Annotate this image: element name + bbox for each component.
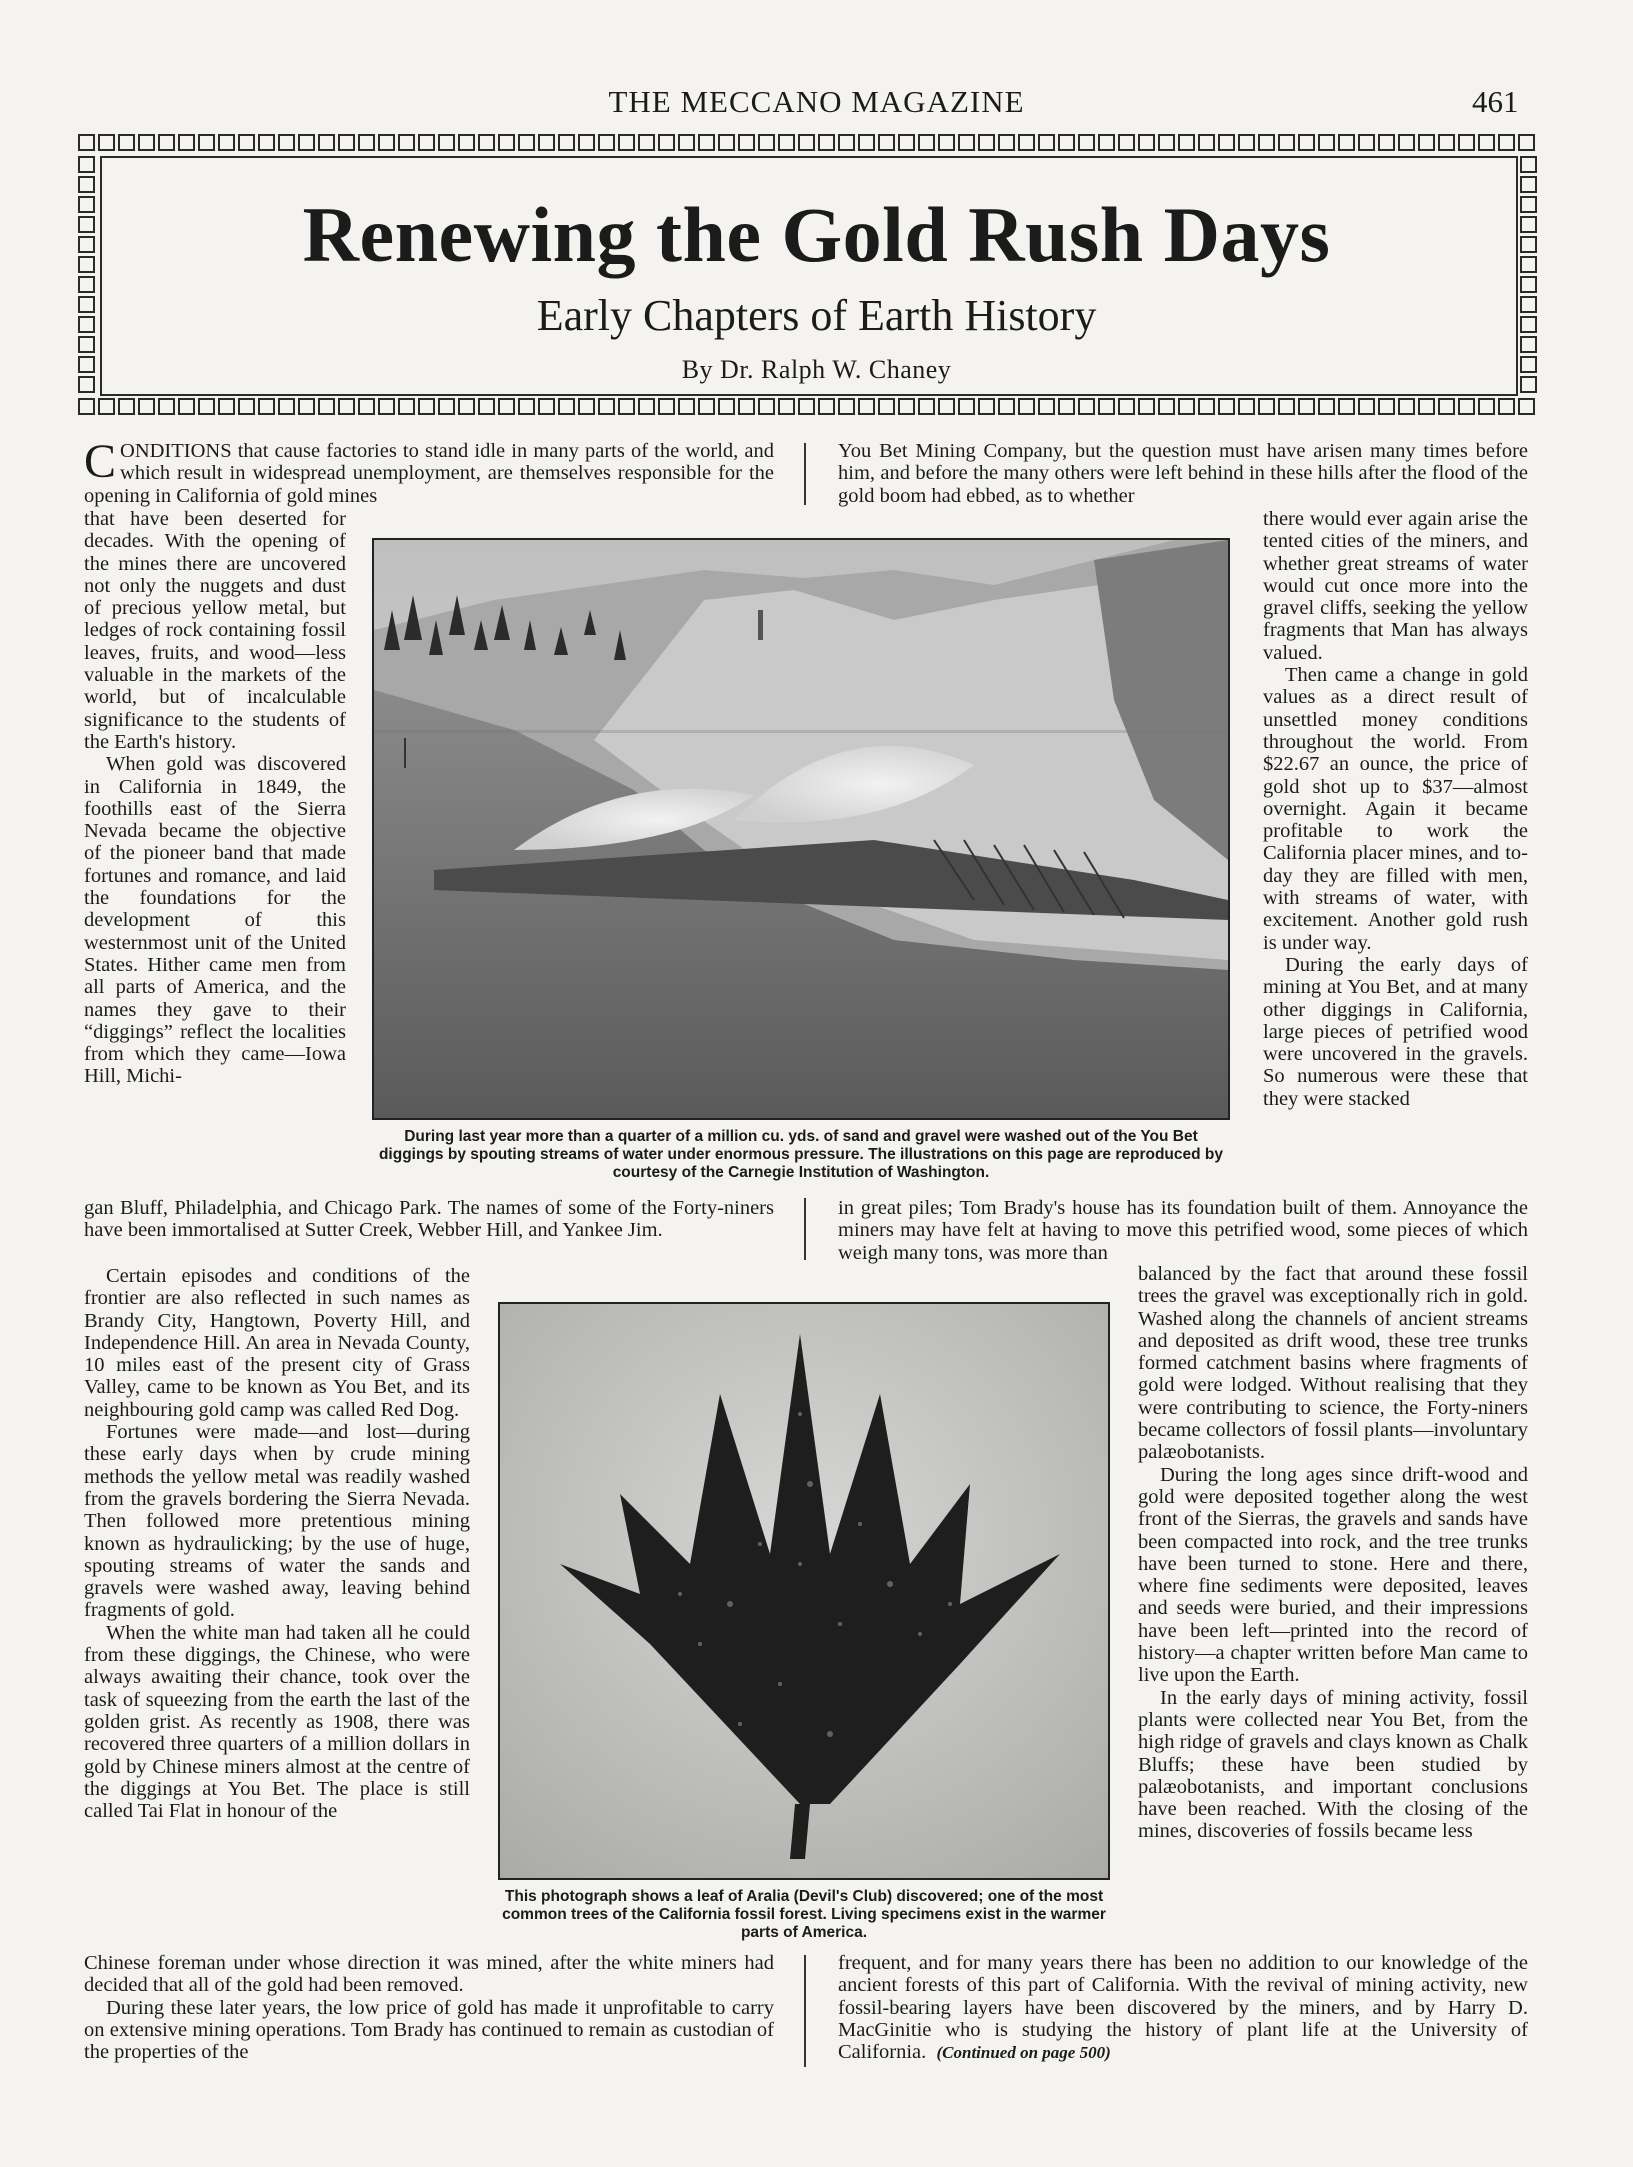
col1-p1-top: ONDITIONS that cause factories to stand idle in many parts of the world, and which result in widespread unemployment, are themselves responsible for the opening in California of gold mines: [84, 440, 774, 507]
frame-square: [738, 134, 755, 151]
frame-square: [1398, 134, 1415, 151]
frame-square: [478, 398, 495, 415]
frame-square: [278, 134, 295, 151]
frame-square: [1138, 398, 1155, 415]
page-number: 461: [1472, 84, 1519, 119]
col2-narrow-a: [1263, 508, 1528, 1110]
frame-square: [918, 134, 935, 151]
frame-square: [1198, 134, 1215, 151]
frame-square: [1298, 398, 1315, 415]
frame-square: [358, 398, 375, 415]
col2-wide-b: [838, 1197, 1528, 1264]
frame-square: [78, 398, 95, 415]
frame-square: [78, 134, 95, 151]
frame-square: [1058, 398, 1075, 415]
frame-square: [1118, 134, 1135, 151]
col2-p5-cont: frequent, and for many years there has been no addition to our knowledge of the ancient forests of this part of California. With the revival of mining activity, new fossil-bearing layers have been discovered by the miners, and by Harry D. MacGinitie who is studying the history of plant life at the University of California.: [838, 1952, 1528, 2064]
frame-square: [618, 398, 635, 415]
frame-square: [1498, 398, 1515, 415]
frame-square: [478, 134, 495, 151]
frame-square: [1238, 398, 1255, 415]
frame-square: [98, 134, 115, 151]
frame-square: [518, 134, 535, 151]
frame-square: [898, 398, 915, 415]
frame-square: [1338, 398, 1355, 415]
frame-border-top: [78, 134, 1540, 154]
frame-square: [258, 134, 275, 151]
frame-square: [698, 398, 715, 415]
col2-p1-rest: there would ever again arise the tented cities of the miners, and whether great streams of water would cut once more into the gravel cliffs, seeking the yellow fragments that Man has always valued.: [1263, 508, 1528, 664]
frame-square: [1418, 134, 1435, 151]
frame-square: [138, 398, 155, 415]
frame-square: [458, 134, 475, 151]
frame-square: [1478, 398, 1495, 415]
col2-p3: During the early days of mining at You Bet, and at many other diggings in California, large pieces of petrified wood were uncovered in the gravels. So numerous were these that they were stacked: [1263, 953, 1528, 1110]
byline: By Dr. Ralph W. Chaney: [681, 355, 952, 384]
photo1-caption: During last year more than a quarter of a million cu. yds. of sand and gravel were washed out of the You Bet diggings by spouting streams of water under enormous pressure. The illustrations on this page are reproduced by courtesy of the Carnegie Institution of Washington.: [378, 1128, 1224, 1181]
frame-square: [958, 134, 975, 151]
col2-p1-top: You Bet Mining Company, but the question must have arisen many times before him, and before the many others were left behind in these hills after the flood of the gold boom had ebbed, as to whether: [838, 440, 1528, 507]
frame-square: [1418, 398, 1435, 415]
frame-square: [598, 398, 615, 415]
frame-square: [658, 134, 675, 151]
frame-square: [838, 134, 855, 151]
frame-square: [1098, 398, 1115, 415]
frame-square: [1038, 134, 1055, 151]
frame-square: [78, 156, 95, 173]
col2-bottom: [838, 1952, 1528, 2064]
frame-square: [598, 134, 615, 151]
frame-square: [518, 398, 535, 415]
frame-square: [1038, 398, 1055, 415]
frame-square: [378, 134, 395, 151]
frame-border-bottom: [78, 398, 1540, 418]
col1-p2-cont: gan Bluff, Philadelphia, and Chicago Park. The names of some of the Forty-niners have been immortalised at Sutter Creek, Webber Hill, and Yankee Jim.: [84, 1197, 774, 1242]
frame-square: [1478, 134, 1495, 151]
frame-square: [218, 134, 235, 151]
frame-square: [138, 134, 155, 151]
frame-square: [198, 398, 215, 415]
frame-square: [318, 398, 335, 415]
col1-bottom: [84, 1952, 774, 2063]
col2-p2: Then came a change in gold values as a direct result of unsettled money conditions throughout the world. From $22.67 an ounce, the price of gold shot up to $37—almost overnight. Again it became profitable to work the California placer mines, and to-day they are filled with men, with streams of water, with excitement. Another gold rush is under way.: [1263, 664, 1528, 954]
frame-square: [938, 398, 955, 415]
frame-square: [998, 134, 1015, 151]
frame-square: [658, 398, 675, 415]
frame-square: [718, 134, 735, 151]
frame-square: [1258, 134, 1275, 151]
frame-square: [1298, 134, 1315, 151]
frame-square: [758, 134, 775, 151]
frame-square: [958, 398, 975, 415]
frame-square: [978, 134, 995, 151]
photo-hydraulic-mining: [372, 538, 1230, 1120]
continued-note: (Continued on page 500): [936, 2043, 1111, 2063]
frame-square: [98, 398, 115, 415]
frame-square: [158, 134, 175, 151]
frame-square: [1358, 134, 1375, 151]
column-rule-top: [804, 443, 806, 505]
frame-square: [998, 398, 1015, 415]
frame-square: [418, 134, 435, 151]
frame-square: [978, 398, 995, 415]
frame-square: [878, 398, 895, 415]
frame-square: [438, 134, 455, 151]
frame-square: [558, 134, 575, 151]
col2-p3-end: balanced by the fact that around these fossil trees the gravel was exceptionally rich in gold. Washed along the channels of ancient streams and deposited as drift wood, these tree trunks formed catchment basins where fragments of gold were lodged. Without realising that they were contributing to science, the Forty-niners became collectors of fossil plants—involuntary palæobotanists.: [1138, 1263, 1528, 1464]
col2-p3-cont: in great piles; Tom Brady's house has its foundation built of them. Annoyance the miners may have felt at having to move this petrified wood, some pieces of which weigh many tons, was more than: [838, 1197, 1528, 1264]
frame-square: [1178, 398, 1195, 415]
frame-square: [1158, 134, 1175, 151]
frame-square: [1058, 134, 1075, 151]
col1-p4: Fortunes were made—and lost—during these early days when by crude mining methods the yellow metal was readily washed from the gravels bordering the Sierra Nevada. Then followed more pretentious mining known as hydraulicking; by the use of huge, spouting streams of water the sands and gravels were washed away, leaving behind fragments of gold.: [84, 1421, 470, 1622]
frame-square: [1518, 398, 1535, 415]
frame-square: [498, 398, 515, 415]
frame-square: [398, 398, 415, 415]
frame-square: [258, 398, 275, 415]
frame-square: [418, 398, 435, 415]
frame-square: [1318, 398, 1335, 415]
frame-square: [898, 134, 915, 151]
frame-square: [338, 134, 355, 151]
frame-square: [798, 134, 815, 151]
frame-square: [778, 134, 795, 151]
frame-square: [1498, 134, 1515, 151]
frame-square: [638, 398, 655, 415]
frame-square: [1378, 134, 1395, 151]
fossil-leaf-image: [500, 1304, 1108, 1878]
frame-square: [298, 134, 315, 151]
frame-square: [1438, 134, 1455, 151]
frame-square: [818, 398, 835, 415]
frame-square: [1018, 134, 1035, 151]
frame-square: [238, 134, 255, 151]
frame-square: [378, 398, 395, 415]
frame-square: [318, 134, 335, 151]
frame-square: [538, 134, 555, 151]
frame-square: [1518, 134, 1535, 151]
frame-square: [818, 134, 835, 151]
frame-square: [218, 398, 235, 415]
frame-square: [1178, 134, 1195, 151]
frame-square: [1078, 134, 1095, 151]
frame-square: [358, 134, 375, 151]
frame-square: [678, 134, 695, 151]
frame-square: [1318, 134, 1335, 151]
col2-p4: During the long ages since drift-wood and gold were deposited together along the west front of the Sierras, the gravels and sands have been compacted into rock, and the tree trunks have been turned to stone. Here and there, where fine sediments were deposited, leaves and seeds were buried, and their impressions have been left—printed into the record of history—a chapter written before Man came to live upon the Earth.: [1138, 1463, 1528, 1687]
col1-narrow-a: [84, 508, 346, 1088]
frame-square: [718, 398, 735, 415]
frame-square: [118, 398, 135, 415]
frame-square: [918, 398, 935, 415]
frame-square: [1218, 398, 1235, 415]
frame-square: [278, 398, 295, 415]
article-subtitle: Early Chapters of Earth History: [536, 291, 1097, 340]
frame-square: [1158, 398, 1175, 415]
frame-square: [1098, 134, 1115, 151]
frame-square: [118, 134, 135, 151]
frame-square: [198, 134, 215, 151]
frame-square: [1118, 398, 1135, 415]
frame-square: [1398, 398, 1415, 415]
frame-square: [458, 398, 475, 415]
frame-square: [858, 134, 875, 151]
photo2-caption: This photograph shows a leaf of Aralia (Devil's Club) discovered; one of the most common trees of the California fossil forest. Living specimens exist in the warmer parts of America.: [502, 1888, 1106, 1941]
frame-square: [1278, 398, 1295, 415]
frame-square: [878, 134, 895, 151]
frame-square: [678, 398, 695, 415]
frame-square: [338, 398, 355, 415]
frame-square: [798, 398, 815, 415]
col1-wide-b: [84, 1197, 774, 1242]
col1-p5-cont: Chinese foreman under whose direction it was mined, after the white miners had decided that all of the gold had been removed.: [84, 1952, 774, 1997]
frame-square: [758, 398, 775, 415]
col1-p2: When gold was discovered in California in 1849, the foothills east of the Sierra Nevada became the objective of the pioneer band that made fortunes and romance, and laid the foundations for the development of this westernmost unit of the United States. Hither came men from all parts of America, and the names they gave to their “diggings” reflect the localities from which they came—Iowa Hill, Michi-: [84, 753, 346, 1088]
frame-square: [1338, 134, 1355, 151]
column-rule-middle: [804, 1198, 806, 1260]
col1-p3: Certain episodes and conditions of the frontier are also reflected in such names as Brandy City, Hangtown, Poverty Hill, and Independence Hill. An area in Nevada County, 10 miles east of the present city of Grass Valley, came to be known as You Bet, and its neighbouring gold camp was called Red Dog.: [84, 1265, 470, 1421]
frame-square: [1078, 398, 1095, 415]
col1-narrow-b: [84, 1265, 470, 1822]
frame-square: [858, 398, 875, 415]
frame-square: [238, 398, 255, 415]
frame-square: [398, 134, 415, 151]
frame-square: [1138, 134, 1155, 151]
col2-narrow-b: [1138, 1263, 1528, 1843]
frame-square: [1258, 398, 1275, 415]
col1-p1-rest: that have been deserted for decades. With the opening of the mines there are uncovered not only the nuggets and dust of precious yellow metal, but ledges of rock containing fossil leaves, fruits, and wood—less valuable in the markets of the world, but of incalculable significance to the students of the Earth's history.: [84, 508, 346, 753]
frame-square: [438, 398, 455, 415]
col1-p5: When the white man had taken all he could from these diggings, the Chinese, who were always awaiting their chance, took over the task of squeezing from the earth the last of the golden grist. As recently as 1908, there was recovered three quarters of a million dollars in gold by Chinese miners almost at the centre of the diggings at You Bet. The place is still called Tai Flat in honour of the: [84, 1621, 470, 1823]
frame-square: [838, 398, 855, 415]
frame-square: [1458, 398, 1475, 415]
frame-square: [738, 398, 755, 415]
frame-square: [558, 398, 575, 415]
drop-cap: C: [84, 435, 117, 488]
col1-p6: During these later years, the low price of gold has made it unprofitable to carry on extensive mining operations. Tom Brady has continued to remain as custodian of the properties of the: [84, 1996, 774, 2064]
frame-square: [1278, 134, 1295, 151]
photo-fossil-leaf: [498, 1302, 1110, 1880]
frame-square: [938, 134, 955, 151]
frame-square: [578, 134, 595, 151]
frame-square: [778, 398, 795, 415]
frame-square: [178, 134, 195, 151]
frame-square: [1358, 398, 1375, 415]
col1-intro: [84, 435, 774, 507]
frame-square: [1018, 398, 1035, 415]
column-rule-bottom: [804, 1955, 806, 2067]
frame-square: [638, 134, 655, 151]
frame-square: [298, 398, 315, 415]
col2-p5: In the early days of mining activity, fossil plants were collected near You Bet, from the high ridge of gravels and clays known as Chalk Bluffs; these have been studied by palæobotanists, and important conclusions have been reached. With the closing of the mines, discoveries of fossils became less: [1138, 1686, 1528, 1843]
col2-intro: [838, 440, 1528, 507]
frame-square: [578, 398, 595, 415]
frame-square: [618, 134, 635, 151]
frame-square: [1218, 134, 1235, 151]
frame-square: [1520, 156, 1537, 173]
running-header: THE MECCANO MAGAZINE: [608, 84, 1025, 119]
frame-square: [1438, 398, 1455, 415]
frame-square: [1198, 398, 1215, 415]
frame-square: [538, 398, 555, 415]
frame-square: [498, 134, 515, 151]
frame-square: [178, 398, 195, 415]
frame-square: [158, 398, 175, 415]
frame-square: [1238, 134, 1255, 151]
frame-square: [1458, 134, 1475, 151]
article-title: Renewing the Gold Rush Days: [302, 191, 1331, 278]
hydraulic-mining-image: [374, 540, 1228, 1118]
frame-square: [698, 134, 715, 151]
frame-square: [1378, 398, 1395, 415]
